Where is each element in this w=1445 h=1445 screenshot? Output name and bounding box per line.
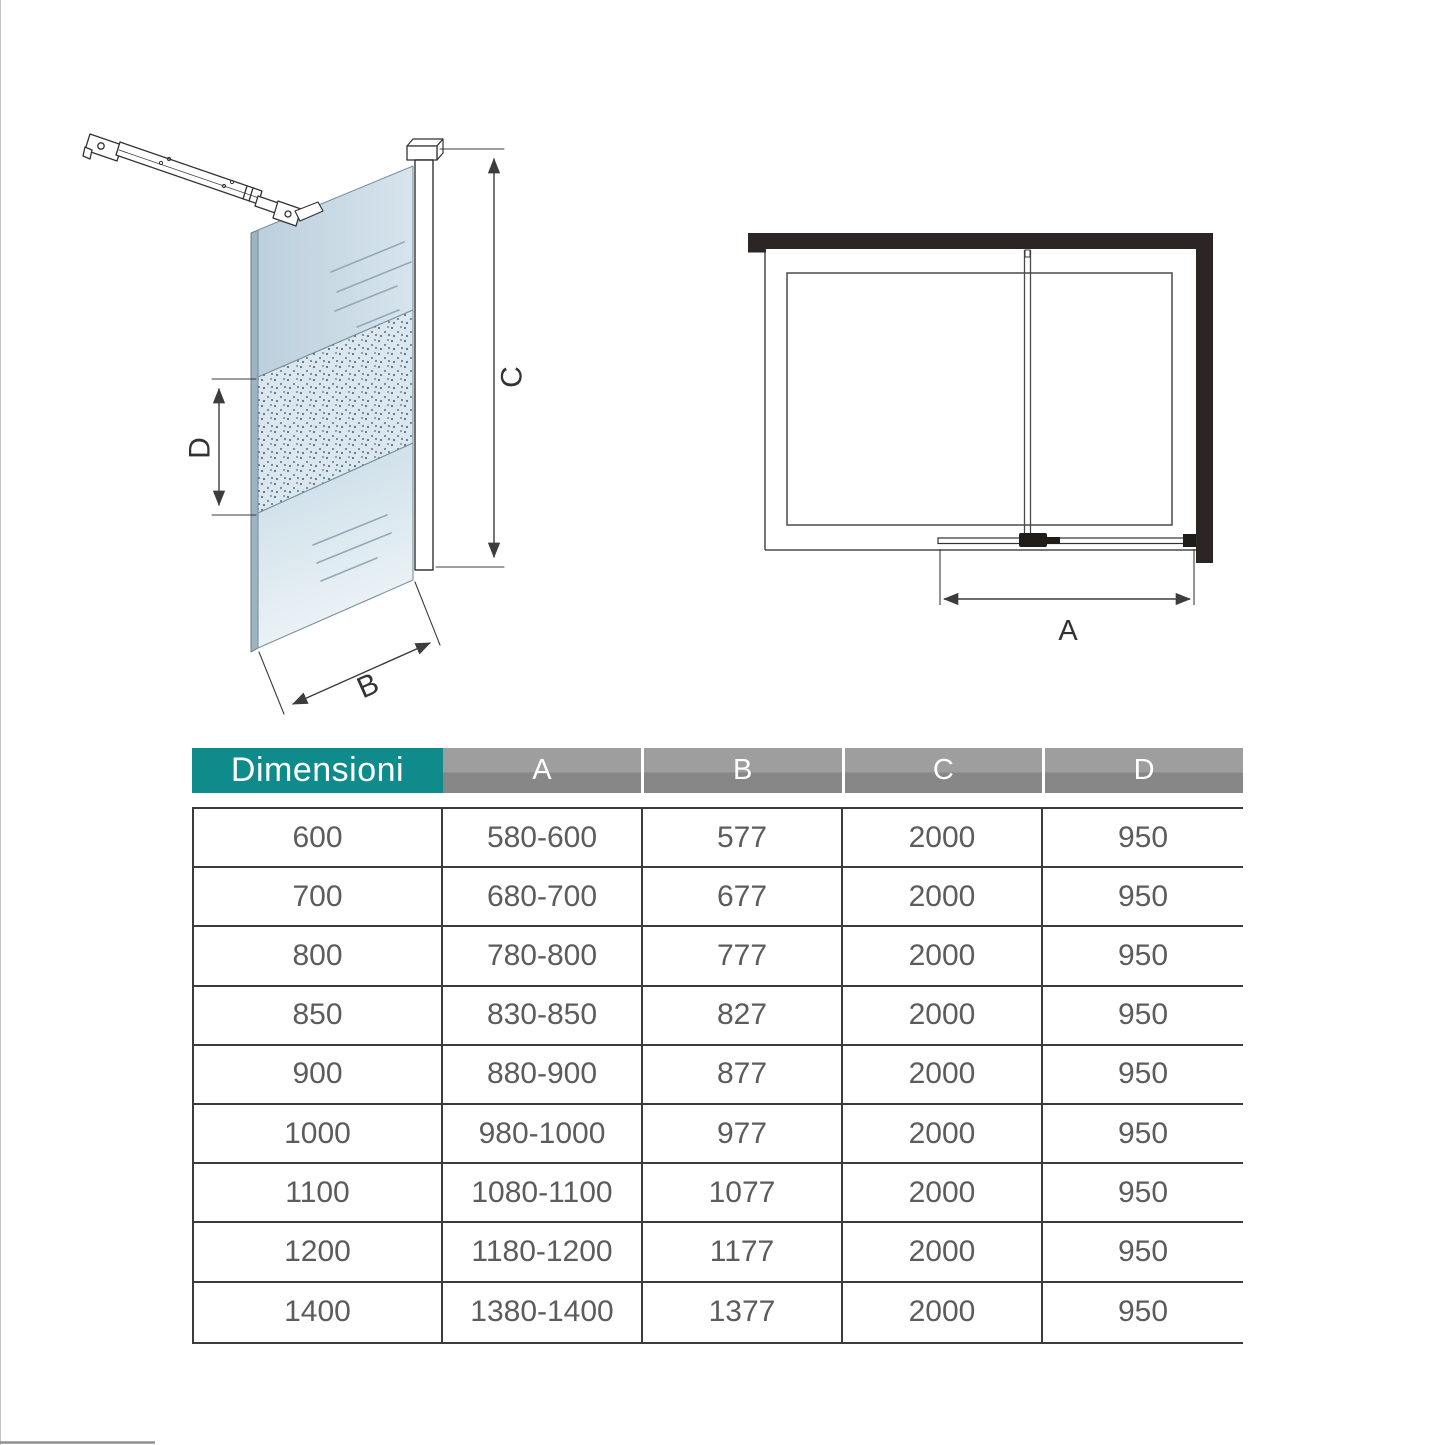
dimension-b-label: B (352, 666, 384, 706)
arm-outer-bar (116, 142, 262, 204)
table-cell: 680-700 (443, 868, 643, 927)
table-cell: 677 (643, 868, 843, 927)
table-cell: 880-900 (443, 1046, 643, 1105)
dimension-a-label: A (1058, 615, 1078, 647)
table-cell: 950 (1043, 1105, 1243, 1164)
table-cell: 827 (643, 987, 843, 1046)
top-view-diagram (748, 233, 1213, 647)
table-header-col-d: D (1042, 748, 1243, 793)
table-cell: 980-1000 (443, 1105, 643, 1164)
table-cell: 1080-1100 (443, 1164, 643, 1223)
table-header-col-c: C (842, 748, 1043, 793)
support-arm-plan-view (938, 533, 1196, 547)
table-cell: 2000 (843, 927, 1043, 986)
table-cell: 977 (643, 1105, 843, 1164)
table-cell: 2000 (843, 868, 1043, 927)
table-cell: 2000 (843, 1223, 1043, 1282)
table-cell: 950 (1043, 1223, 1243, 1282)
shower-tray (787, 273, 1172, 525)
table-cell: 2000 (843, 1046, 1043, 1105)
glass-edge (251, 230, 258, 652)
front-view-diagram (83, 134, 529, 714)
table-cell: 950 (1043, 868, 1243, 927)
dimension-c-label: C (495, 366, 529, 388)
table-cell: 700 (194, 868, 443, 927)
wall-top (748, 233, 1212, 249)
dimension-grid (192, 807, 1243, 1344)
table-cell: 1377 (643, 1283, 843, 1342)
dimension-d-label: D (183, 437, 217, 459)
table-cell: 950 (1043, 1283, 1243, 1342)
dimension-d (184, 379, 257, 515)
table-cell: 950 (1043, 809, 1243, 868)
table-cell: 850 (194, 987, 443, 1046)
table-cell: 950 (1043, 1046, 1243, 1105)
glass-plan-view (1025, 250, 1031, 535)
dimension-a (940, 549, 1194, 647)
table-cell: 950 (1043, 987, 1243, 1046)
wall-right (1196, 233, 1213, 563)
table-header-title: Dimensioni (192, 748, 443, 793)
table-cell: 1100 (194, 1164, 443, 1223)
support-arm (83, 134, 323, 226)
table-cell: 2000 (843, 1164, 1043, 1223)
table-cell: 1177 (643, 1223, 843, 1282)
table-header-col-a: A (443, 748, 641, 793)
table-cell: 830-850 (443, 987, 643, 1046)
table-cell: 2000 (843, 1283, 1043, 1342)
table-cell: 2000 (843, 809, 1043, 868)
table-cell: 877 (643, 1046, 843, 1105)
table-header-col-b: B (641, 748, 842, 793)
table-cell: 1077 (643, 1164, 843, 1223)
table-cell: 1380-1400 (443, 1283, 643, 1342)
table-cell: 777 (643, 927, 843, 986)
table-cell: 580-600 (443, 809, 643, 868)
table-cell: 950 (1043, 1164, 1243, 1223)
table-cell: 1200 (194, 1223, 443, 1282)
table-cell: 780-800 (443, 927, 643, 986)
wall-top-step (748, 249, 766, 253)
table-cell: 577 (643, 809, 843, 868)
table-cell: 1000 (194, 1105, 443, 1164)
dimension-c (436, 149, 529, 567)
table-cell: 600 (194, 809, 443, 868)
table-cell: 2000 (843, 1105, 1043, 1164)
table-cell: 1400 (194, 1283, 443, 1342)
table-cell: 2000 (843, 987, 1043, 1046)
table-cell: 900 (194, 1046, 443, 1105)
table-cell: 1180-1200 (443, 1223, 643, 1282)
table-cell: 950 (1043, 927, 1243, 986)
dimension-table (192, 748, 1243, 1344)
table-header-row (192, 748, 1243, 793)
table-cell: 800 (194, 927, 443, 986)
